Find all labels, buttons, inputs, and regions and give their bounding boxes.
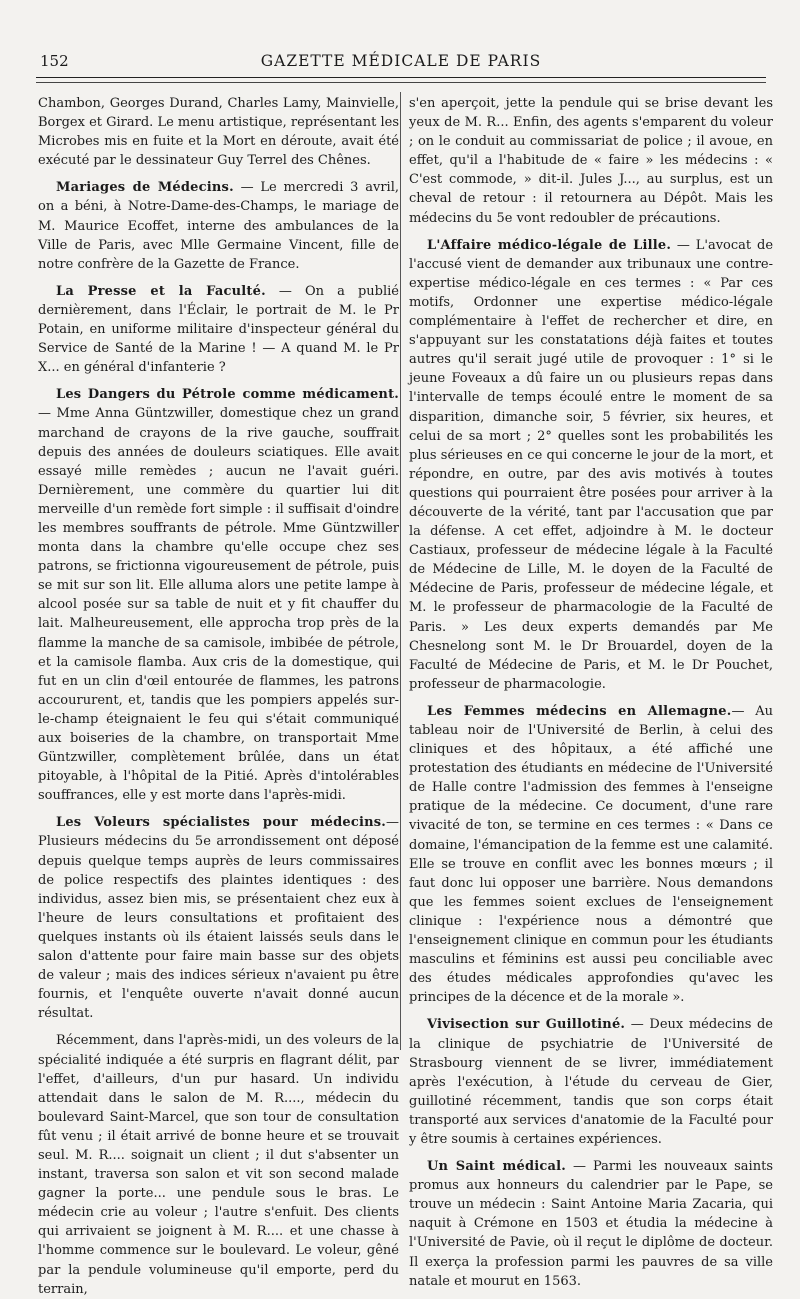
header-rule-thick xyxy=(36,77,766,78)
left-column xyxy=(38,94,400,1297)
page-number: 152 xyxy=(40,52,69,70)
continued-paragraph: s'en aperçoit, jette la pendule qui se brise devant les yeux de M. R... Enfin, des agents s'emparent du voleur ; on le conduit au commissariat de police ; il avoue, en effet, qu'il a l'habitude de « faire » les médecins : « C'est commode, » dit-il. Jules J..., au surplus, est un cheval de retour : il retournera au Dépôt. Mais les médecins du 5e vont redoubler de précautions. xyxy=(409,96,773,226)
article-title: Les Femmes médecins en Allemagne. xyxy=(427,703,732,719)
article-dangers xyxy=(38,385,399,805)
page-header xyxy=(36,50,766,72)
article-title: Vivisection sur Guillotiné. xyxy=(427,1017,626,1033)
article-title: L'Affaire médico-légale de Lille. xyxy=(427,237,672,253)
article-body: — Au tableau noir de l'Université de Berlin, à celui des cliniques et des hôpitaux, a été affiché une protestation des étudiants en médecine de l'Université de Halle contre l'admission des femmes à l'enseigne pratique de la médecine. Ce document, d'une rare vivacité de ton, se termine en ces termes : « Dans ce domaine, l'émancipation de la femme est une calamité. Elle se trouve en conflit avec les bonnes mœurs ; il faut donc lui opposer une barrière. Nous demandons que les femmes soient exclues de l'enseignement clinique : l'expérience nous a démontré que l'enseignement clinique en commun pour les étudiants masculins et féminins est aussi peu conciliable avec des études médicales approfondies qu'avec les principes de la décence et de la morale ». xyxy=(409,703,773,1006)
article-body: — On a publié dernièrement, dans l'Éclair, le portrait de M. le Pr Potain, en uniforme militaire d'inspecteur général du Service de Santé de la Marine ! — A quand M. le Pr X... en général d'infanterie ? xyxy=(38,283,399,376)
article-saint xyxy=(409,1157,773,1291)
article-body: —Plusieurs médecins du 5e arrondissement ont déposé depuis quelque temps auprès de leurs commissaires de police respectifs des plaintes identiques : des individus, assez bien mis, se présentaient chez eux à l'heure de leurs consultations et profitaient des quelques instants où ils étaient laissés seuls dans le salon d'attente pour faire main basse sur des objets de valeur ; mais des indices sérieux n'avaient pu être fournis, et l'enquête ouverte n'avait donné aucun résultat. xyxy=(38,815,399,1022)
article-body: — L'avocat de l'accusé vient de demander aux tribunaux une contre-expertise médico-légale en ces termes : « Par ces motifs, Ordonner une expertise médico-légale complémentaire à l'effet de rechercher et dire, en s'appuyant sur les constatations déjà faites et toutes autres qu'il serait jugé utile de provoquer : 1° si le jeune Foveaux a dû faire un ou plusieurs repas dans l'intervalle de temps écoulé entre le moment de sa disparition, dimanche soir, 5 février, six heures, et celui de sa mort ; 2° quelles sont les probabilités les plus sérieuses en ce qui concerne le jour de la mort, et répondre, en outre, par des avis motivés à toutes questions qui pourraient être posées pour arriver à la découverte de la vérité, tant par l'accusation que par la défense. A cet effet, adjoindre à M. le docteur Castiaux, professeur de médecine légale à la Faculté de Médecine de Lille, M. le doyen de la Faculté de Médecine de Paris, professeur de médecine légale, et M. le professeur de pharmacologie de la Faculté de Paris. » Les deux experts demandés par Me Chesnelong sont M. le Dr Brouardel, doyen de la Faculté de Médecine de Paris, et M. le Dr Pouchet, professeur de pharmacologie. xyxy=(409,237,774,692)
article-title: Un Saint médical. xyxy=(427,1159,567,1175)
header-rule-thin xyxy=(36,82,766,83)
article-title: Les Voleurs spécialistes pour médecins. xyxy=(56,815,386,831)
article-vivisection xyxy=(409,1015,773,1149)
article-femmes xyxy=(409,702,773,1008)
article-body: — Parmi les nouveaux saints promus aux honneurs du calendrier par le Pape, se trouve un médecin : Saint Antoine Maria Zacaria, qui naquit à Crémone en 1503 et étudia la médecine à l'Université de Pavie, où il reçut le diplôme de docteur. Il exerça la profession parmi les pauvres de sa ville natale et mourut en 1563. xyxy=(409,1159,773,1289)
article-body: — Deux médecins de la clinique de psychiatrie de l'Université de Strasbourg viennent de se livrer, immédiatement après l'exécution, à l'étude du cerveau de Gier, guillotiné récemment, tandis que son corps était transporté aux services d'anatomie de la Faculté pour y être soumis à certaines expériences. xyxy=(409,1017,773,1147)
article-title: Les Dangers du Pétrole comme médicament. xyxy=(56,387,399,403)
article-body: — Mme Anna Güntzwiller, domestique chez un grand marchand de crayons de la rive gauche, souffrait depuis des années de douleurs sciatiques. Elle avait essayé mille remèdes ; aucun ne l'avait guéri. Dernièrement, une commère du quartier lui dit merveille d'un remède fort simple : il suffisait d'oindre les membres souffrants de pétrole. Mme Güntzwiller monta dans la chambre qu'elle occupe chez ses patrons, se frictionna vigoureusement de pétrole, puis se mit sur son lit. Elle alluma alors une petite lampe à alcool posée sur sa table de nuit et y fit chauffer du lait. Malheureusement, elle approcha trop près de la flamme la manche de sa camisole, imbibée de pétrole, et la camisole flamba. Aux cris de la domestique, qui fut en un clin d'œil entourée de flammes, les patrons accoururent, et, tandis que les pompiers appelés sur-le-champ éteignaient le feu qui s'était communiqué aux boiseries de la chambre, on transportait Mme Güntzwiller, complètement brûlée, dans un état pitoyable, à l'hôpital de la Pitié. Après d'intolérables souffrances, elle y est morte dans l'après-midi. xyxy=(38,406,399,804)
right-column xyxy=(409,94,774,1289)
article-voleurs-continued: Récemment, dans l'après-midi, un des voleurs de la spécialité indiquée a été surpris en flagrant délit, par l'effet, d'ailleurs, d'un pur hasard. Un individu attendait dans le salon de M. R...., médecin du boulevard Saint-Marcel, que son tour de consultation fût venu ; il était arrivé de bonne heure et se trouvait seul. M. R.... soignait un client ; il dut s'absenter un instant, traversa son salon et vit son second malade gagner la porte... une pendule sous le bras. Le médecin crie au voleur ; l'autre s'enfuit. Des clients qui arrivaient se joignent à M. R.... et une chasse à l'homme commence sur le boulevard. Le voleur, gêné par la pendule volumineuse qu'il emporte, perd du terrain, xyxy=(38,1033,399,1297)
journal-title: GAZETTE MÉDICALE DE PARIS xyxy=(260,52,542,70)
article-mariages xyxy=(38,178,399,273)
article-title: Mariages de Médecins. xyxy=(56,180,234,196)
column-divider xyxy=(400,92,401,1050)
article-lille xyxy=(409,236,773,694)
article-title: La Presse et la Faculté. xyxy=(56,283,266,299)
article-body: — Le mercredi 3 avril, on a béni, à Notre-Dame-des-Champs, le mariage de M. Maurice Ecoffet, interne des ambulances de la Ville de Paris, avec Mlle Germaine Vincent, fille de notre confrère de la Gazette de France. xyxy=(38,180,400,272)
continued-paragraph: Chambon, Georges Durand, Charles Lamy, Mainvielle, Borgex et Girard. Le menu artistique, représentant les Microbes mis en fuite et la Mort en déroute, avait été exécuté par le dessinateur Guy Terrel des Chênes. xyxy=(38,96,399,169)
article-voleurs xyxy=(38,813,399,1023)
article-presse xyxy=(38,282,399,377)
